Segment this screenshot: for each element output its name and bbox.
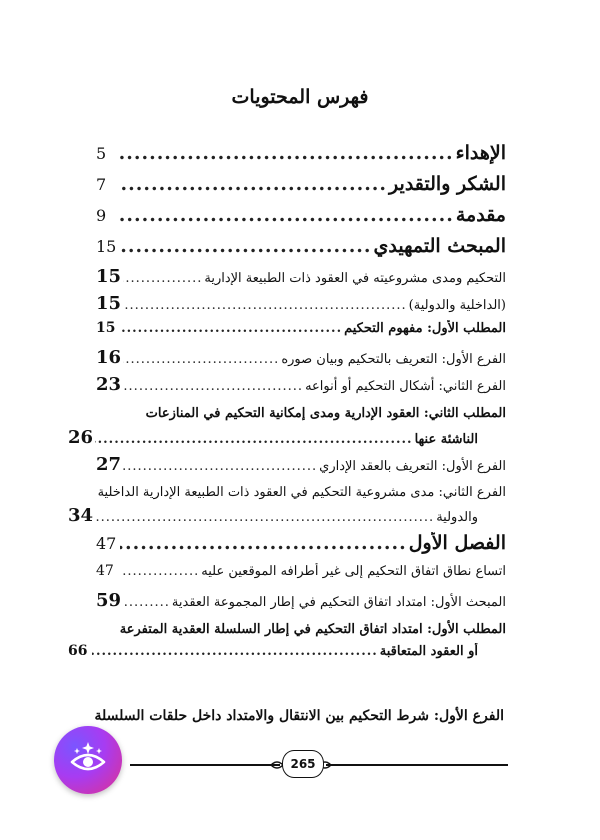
trailing-body-text: الفرع الأول: شرط التحكيم بين الانتقال والامتداد داخل حلقات السلسلة (94, 708, 504, 724)
toc-entry-page: 5 (96, 144, 107, 163)
toc-entry[interactable] (96, 454, 506, 481)
toc-entry-title: الفرع الثاني: أشكال التحكيم أو أنواعه (305, 379, 506, 394)
toc-leader (95, 510, 434, 525)
toc-entry[interactable] (96, 320, 506, 347)
toc-entry-title: الناشئة عنها (414, 432, 478, 447)
toc-leader (123, 459, 317, 474)
toc-leader (123, 595, 170, 610)
toc-entry-page: 15 (96, 266, 122, 287)
toc-entry-wrapped[interactable]: المطلب الثاني: العقود الإدارية ومدى إمكانية التحكيم في المنازعات (145, 406, 506, 421)
toc-entry-title: الإهداء (455, 142, 506, 164)
toc-entry[interactable] (96, 590, 506, 617)
page-number: 265 (282, 750, 324, 778)
toc-entry[interactable] (96, 374, 506, 401)
toc-leader (120, 235, 372, 257)
toc-entry-title: المطلب الأول: مفهوم التحكيم (344, 321, 506, 336)
toc-entry[interactable] (96, 173, 506, 204)
toc-entry[interactable] (96, 235, 506, 266)
toc-entry-page: 47 (96, 534, 117, 553)
toc-entry-page: 26 (68, 427, 94, 448)
toc-entry-title: التحكيم ومدى مشروعيته في العقود ذات الطبيعة الإدارية (204, 271, 506, 286)
toc-entry[interactable] (96, 532, 506, 563)
toc-entry[interactable] (68, 643, 506, 670)
page-title: فهرس المحتويات (231, 86, 369, 108)
toc-leader (123, 352, 279, 367)
toc-entry[interactable] (96, 347, 506, 374)
toc-entry-title: أو العقود المتعاقبة (379, 644, 478, 659)
footer-rule-left (130, 764, 280, 766)
toc-leader (95, 432, 413, 447)
toc-entry-page: 23 (96, 374, 122, 395)
toc-leader (120, 204, 454, 226)
toc-entry-page: 66 (68, 643, 88, 659)
toc-entry-page: 7 (96, 175, 107, 194)
toc-entry-page: 15 (96, 320, 116, 336)
toc-leader (120, 142, 454, 164)
toc-entry[interactable] (96, 293, 506, 320)
toc-entry-page: 27 (96, 454, 122, 475)
toc-entry[interactable] (68, 427, 506, 454)
toc-leader (120, 532, 407, 554)
toc-entry-title: المبحث الأول: امتداد اتفاق التحكيم في إطار المجموعة العقدية (171, 595, 506, 610)
sparkle-eye-icon (68, 740, 108, 780)
toc-entry-title: مقدمة (455, 204, 506, 226)
toc-entry[interactable] (96, 142, 506, 173)
footer-rule-right (326, 764, 508, 766)
toc-leader (120, 564, 199, 579)
toc-entry-title: المبحث التمهيدي (373, 235, 506, 257)
toc-leader (120, 321, 342, 336)
toc-entry-page: 34 (68, 505, 94, 526)
toc-leader (123, 298, 407, 313)
toc-entry-title: الفرع الأول: التعريف بالتحكيم وبيان صوره (281, 352, 506, 367)
toc-entry[interactable] (96, 266, 506, 293)
toc-leader (123, 379, 303, 394)
toc-entry-title: الفرع الأول: التعريف بالعقد الإداري (319, 459, 506, 474)
toc-entry-page: 16 (96, 347, 122, 368)
toc-leader (123, 271, 202, 286)
assistant-fab-button[interactable] (54, 726, 122, 794)
toc-entry-page: 59 (96, 590, 122, 611)
toc-entry-title: الفصل الأول (408, 532, 506, 554)
toc-entry-title: (الداخلية والدولية) (408, 298, 506, 313)
toc-entry-page: 15 (96, 293, 122, 314)
toc-entry-title: اتساع نطاق اتفاق التحكيم إلى غير أطرافه الموقعين عليه (201, 564, 506, 579)
toc-entry[interactable] (96, 563, 506, 590)
toc-entry-title: والدولية (436, 510, 478, 525)
toc-entry-page: 47 (96, 563, 114, 579)
toc-entry-wrapped[interactable]: المطلب الأول: امتداد اتفاق التحكيم في إطار السلسلة العقدية المتفرعة (119, 622, 506, 637)
toc-entry-page: 9 (96, 206, 107, 225)
toc-leader (120, 173, 387, 195)
toc-entry-wrapped[interactable]: الفرع الثاني: مدى مشروعية التحكيم في العقود ذات الطبيعة الإدارية الداخلية (97, 485, 506, 500)
toc-entry[interactable] (96, 204, 506, 235)
toc-entry-title: الشكر والتقدير (389, 173, 506, 195)
toc-entry-page: 15 (96, 237, 117, 256)
toc-entry[interactable] (68, 505, 506, 532)
toc-leader (92, 644, 378, 659)
table-of-contents (68, 142, 506, 670)
